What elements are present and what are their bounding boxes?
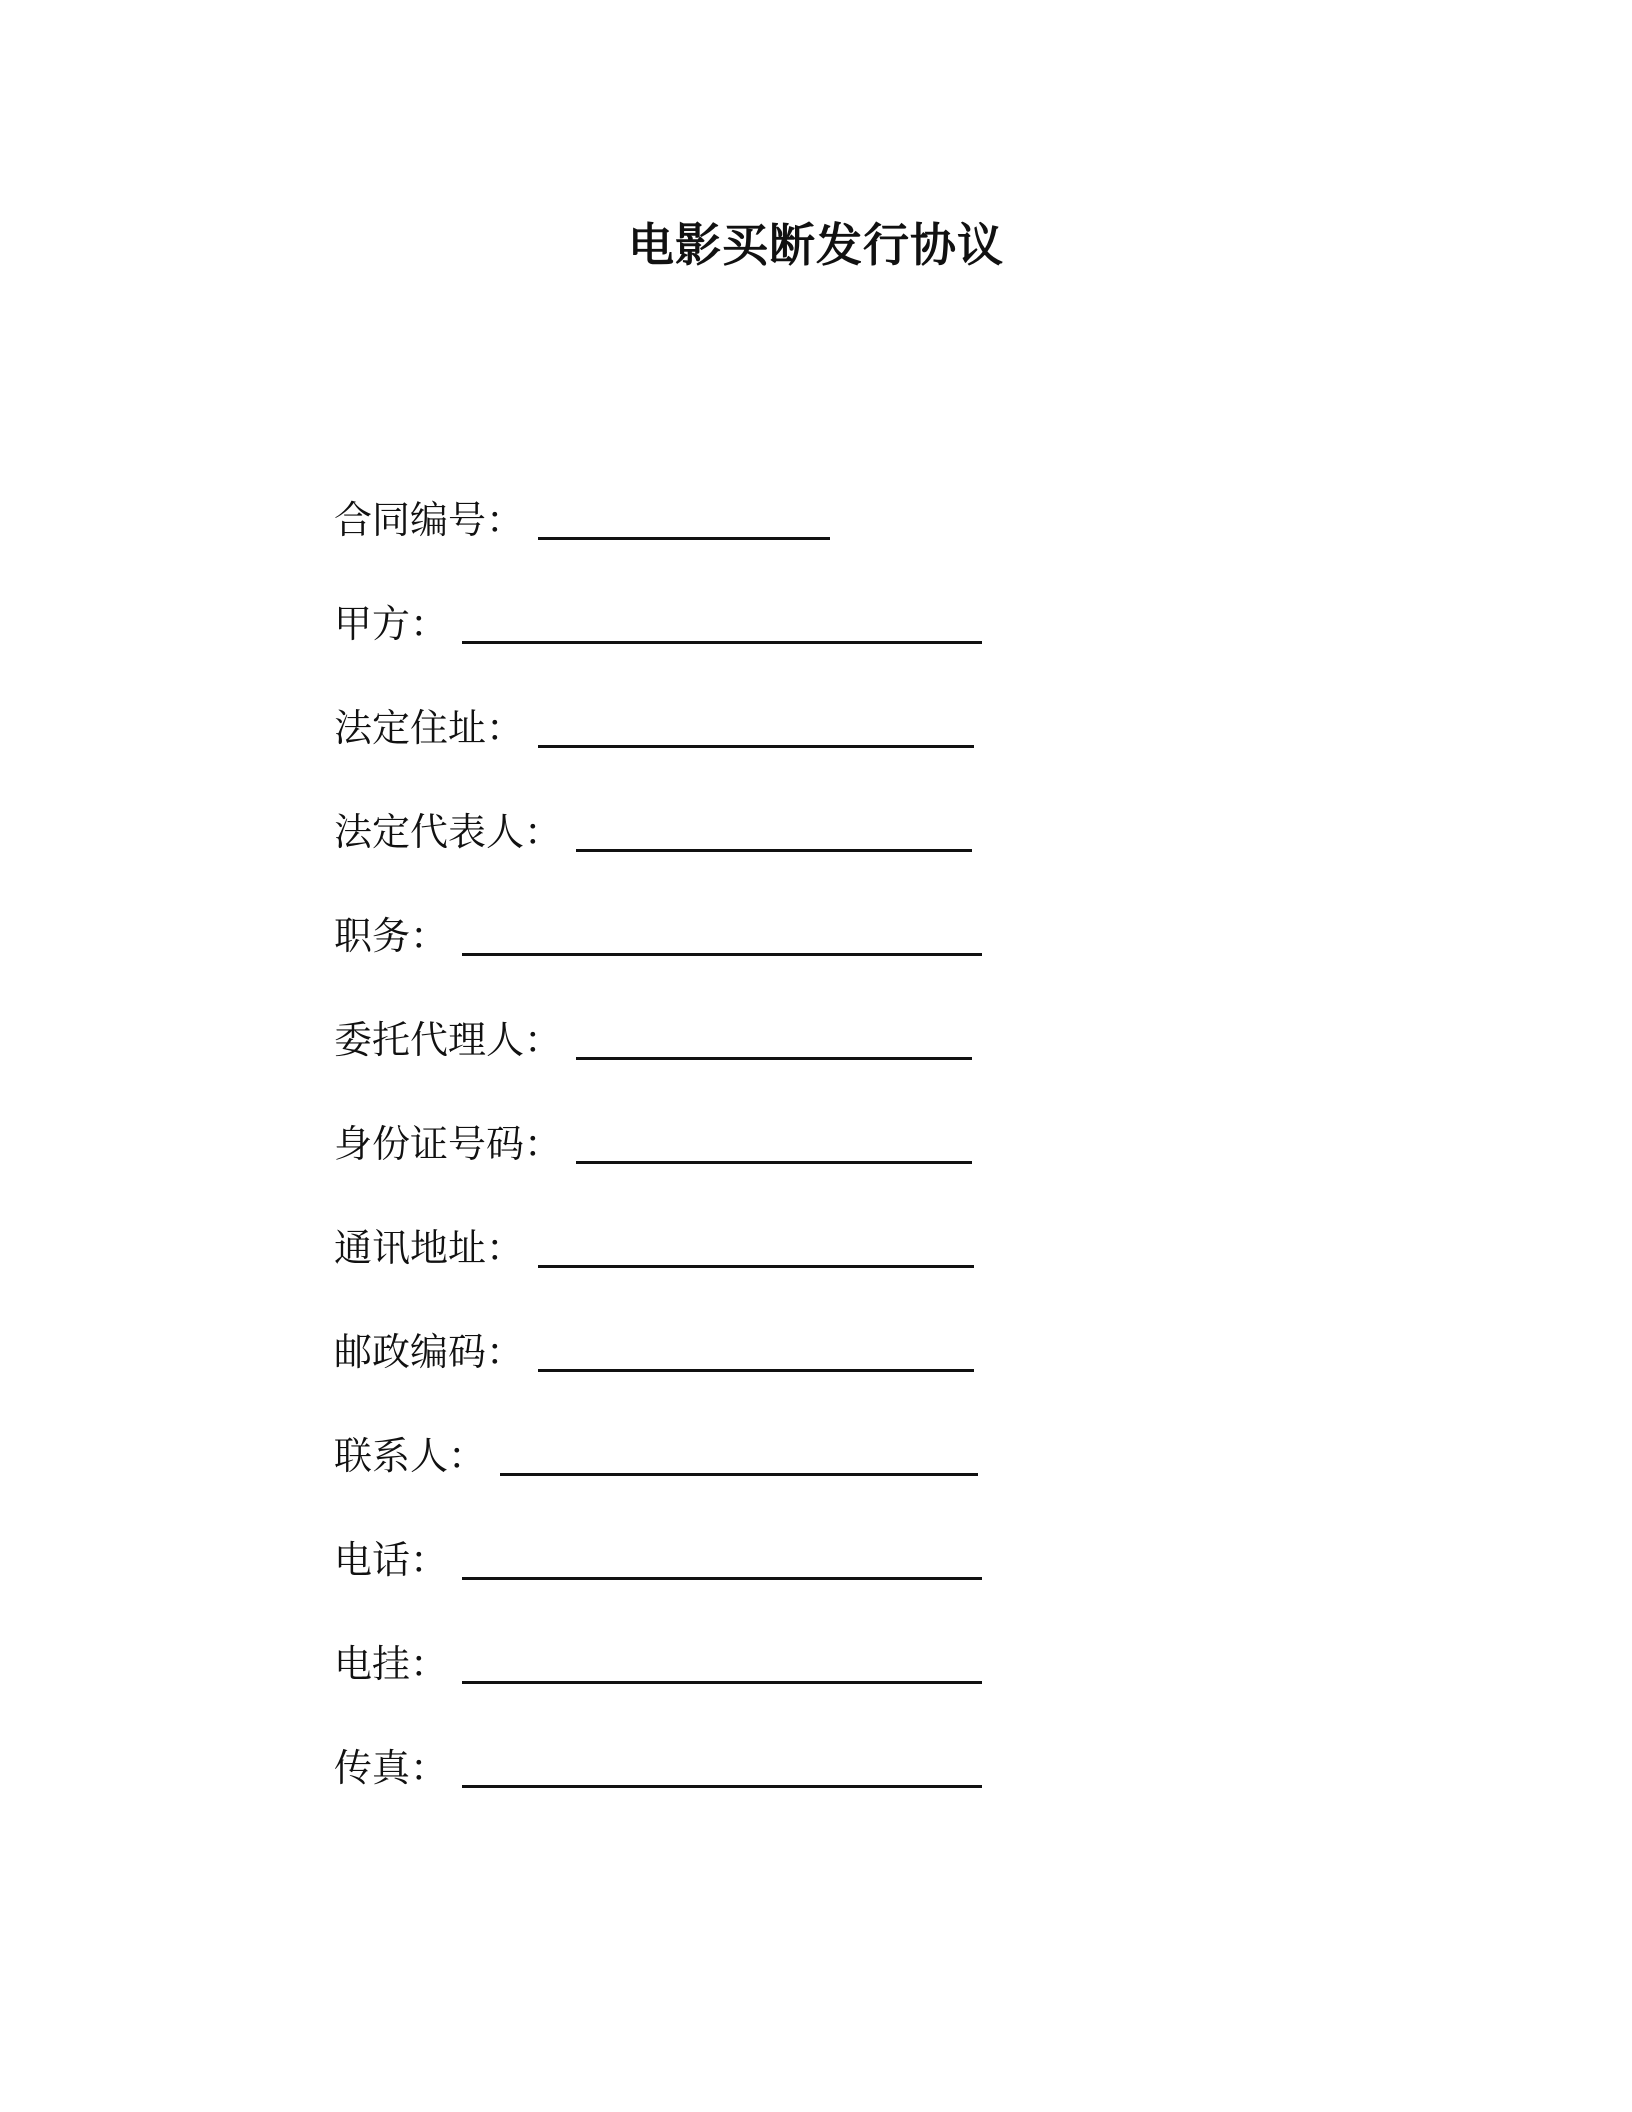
field-legal-representative — [334, 808, 1334, 912]
field-label: 身份证号码 — [334, 1122, 525, 1166]
field-id-number — [334, 1120, 1334, 1224]
fill-in-blank[interactable] — [462, 1640, 982, 1684]
fill-in-blank[interactable] — [462, 912, 982, 956]
field-postal-code — [334, 1328, 1334, 1432]
field-label: 职务 — [334, 914, 411, 958]
field-legal-address — [334, 704, 1334, 808]
field-colon: ： — [486, 1226, 525, 1270]
field-colon: ： — [410, 1538, 449, 1582]
field-fax — [334, 1744, 1334, 1848]
fill-in-blank[interactable] — [576, 808, 972, 852]
fill-in-blank[interactable] — [538, 1328, 974, 1372]
field-colon: ： — [486, 1330, 525, 1374]
field-mailing-address — [334, 1224, 1334, 1328]
field-colon: ： — [524, 810, 563, 854]
fill-in-blank[interactable] — [500, 1432, 978, 1476]
field-label: 甲方 — [334, 602, 411, 646]
field-colon: ： — [410, 1642, 449, 1686]
field-party-a — [334, 600, 1334, 704]
field-position — [334, 912, 1334, 1016]
field-label: 联系人 — [334, 1434, 449, 1478]
fill-in-blank[interactable] — [462, 1744, 982, 1788]
field-colon: ： — [486, 498, 525, 542]
fill-in-blank[interactable] — [462, 600, 982, 644]
fill-in-blank[interactable] — [538, 496, 830, 540]
field-label: 传真 — [334, 1746, 411, 1790]
field-colon: ： — [410, 602, 449, 646]
field-label: 邮政编码 — [334, 1330, 487, 1374]
fill-in-blank[interactable] — [576, 1120, 972, 1164]
field-label: 法定住址 — [334, 706, 487, 750]
field-label: 法定代表人 — [334, 810, 525, 854]
document-title: 电影买断发行协议 — [628, 218, 1004, 272]
field-colon: ： — [524, 1018, 563, 1062]
field-label: 电话 — [334, 1538, 411, 1582]
field-label: 通讯地址 — [334, 1226, 487, 1270]
field-colon: ： — [448, 1434, 487, 1478]
field-contact-person — [334, 1432, 1334, 1536]
field-colon: ： — [486, 706, 525, 750]
field-colon: ： — [410, 1746, 449, 1790]
fill-in-blank[interactable] — [462, 1536, 982, 1580]
field-telephone — [334, 1536, 1334, 1640]
field-colon: ： — [410, 914, 449, 958]
field-contract-number — [334, 496, 1334, 600]
field-label: 合同编号 — [334, 498, 487, 542]
field-telegraph — [334, 1640, 1334, 1744]
field-label: 电挂 — [334, 1642, 411, 1686]
field-label: 委托代理人 — [334, 1018, 525, 1062]
field-authorized-agent — [334, 1016, 1334, 1120]
fill-in-blank[interactable] — [538, 1224, 974, 1268]
fill-in-blank[interactable] — [538, 704, 974, 748]
fill-in-blank[interactable] — [576, 1016, 972, 1060]
field-colon: ： — [524, 1122, 563, 1166]
party-info-form — [334, 496, 1334, 1848]
